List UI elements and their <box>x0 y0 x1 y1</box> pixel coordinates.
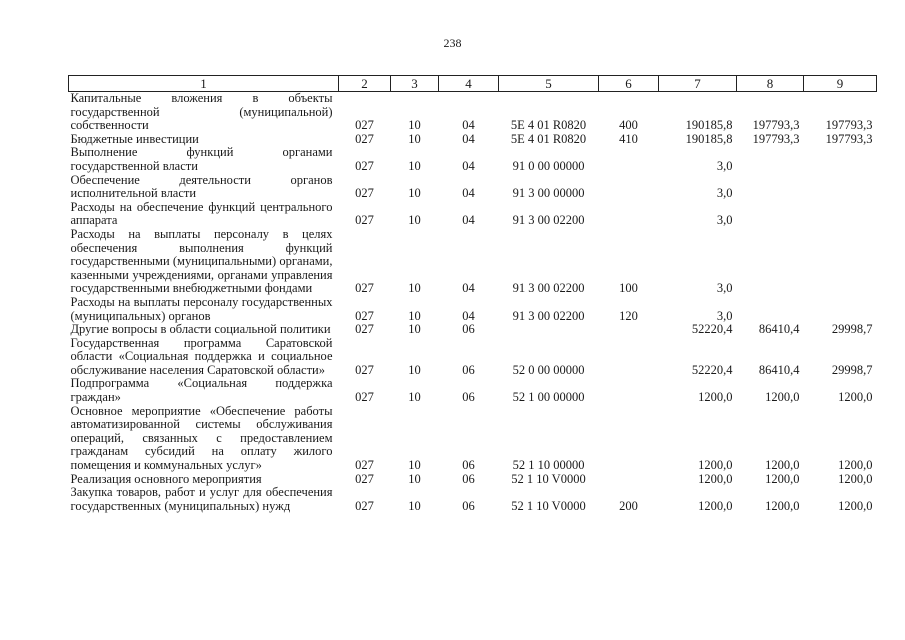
section-code: 10 <box>408 131 421 146</box>
column-header-9: 9 <box>804 76 877 92</box>
section-code: 10 <box>408 390 421 405</box>
row-name: Капитальные вложения в объекты государственной (муниципальной) собственности <box>70 91 333 133</box>
section-code: 10 <box>408 281 421 296</box>
subsection-code: 04 <box>462 308 475 323</box>
admin-code: 027 <box>355 362 374 377</box>
amount-col-7: 190185,8 <box>685 118 733 133</box>
amount-col-8 <box>737 201 804 228</box>
expense-type-code <box>599 174 659 201</box>
expense-type-code <box>599 337 659 378</box>
amount-col-9: 1200,0 <box>838 498 873 513</box>
amount-col-9: 197793,3 <box>825 131 873 146</box>
row-name: Государственная программа Саратовской области «Социальная поддержка и социальное обслуживание населения Саратовской области» <box>70 335 333 377</box>
subsection-code: 06 <box>462 322 475 337</box>
target-article-code: 52 0 00 00000 <box>512 362 585 377</box>
column-header-3: 3 <box>391 76 439 92</box>
target-article-code: 91 3 00 02200 <box>512 281 585 296</box>
subsection-code: 04 <box>462 158 475 173</box>
amount-col-9 <box>804 174 877 201</box>
table-row <box>69 486 877 513</box>
amount-col-8: 197793,3 <box>752 118 800 133</box>
row-name: Расходы на выплаты персоналу государственных (муниципальных) органов <box>70 294 333 323</box>
row-name: Реализация основного мероприятия <box>70 471 262 486</box>
target-article-code: 91 3 00 02200 <box>512 308 585 323</box>
target-article-code: 91 0 00 00000 <box>512 158 585 173</box>
amount-col-7: 1200,0 <box>698 390 733 405</box>
amount-col-8: 1200,0 <box>765 498 800 513</box>
expense-type-code: 410 <box>619 131 638 146</box>
amount-col-7: 3,0 <box>716 186 733 201</box>
row-name: Другие вопросы в области социальной политики <box>70 322 331 337</box>
table-row <box>69 201 877 228</box>
table-row <box>69 337 877 378</box>
subsection-code: 06 <box>462 471 475 486</box>
admin-code: 027 <box>355 281 374 296</box>
expense-type-code: 100 <box>619 281 638 296</box>
column-header-6: 6 <box>599 76 659 92</box>
amount-col-9: 1200,0 <box>838 390 873 405</box>
table-row <box>69 405 877 473</box>
page-number: 238 <box>443 36 462 50</box>
expense-type-code: 120 <box>619 308 638 323</box>
row-name: Расходы на выплаты персоналу в целях обеспечения выполнения функций государственными (муниципальными) органами, казенными учреждениями, органами управления государственными внебюджетными фондами <box>70 226 333 296</box>
admin-code: 027 <box>355 131 374 146</box>
table-row <box>69 377 877 404</box>
amount-col-8 <box>737 228 804 296</box>
row-name: Обеспечение деятельности органов исполнительной власти <box>70 172 333 201</box>
target-article-code: 91 3 00 02200 <box>512 213 585 228</box>
column-header-1: 1 <box>69 76 339 92</box>
expense-type-code: 200 <box>619 498 638 513</box>
amount-col-7: 52220,4 <box>691 322 733 337</box>
section-code: 10 <box>408 322 421 337</box>
subsection-code: 04 <box>462 118 475 133</box>
target-article-code: 5Е 4 01 R0820 <box>510 131 587 146</box>
budget-table <box>68 75 877 513</box>
amount-col-9 <box>804 296 877 323</box>
amount-col-9: 1200,0 <box>838 471 873 486</box>
row-name: Расходы на обеспечение функций центрального аппарата <box>70 199 333 228</box>
table-row <box>69 473 877 487</box>
expense-type-code <box>599 473 659 487</box>
amount-col-8 <box>737 174 804 201</box>
expense-type-code <box>599 377 659 404</box>
subsection-code: 06 <box>462 458 475 473</box>
target-article-code: 52 1 00 00000 <box>512 390 585 405</box>
admin-code: 027 <box>355 390 374 405</box>
target-article-code: 52 1 10 V0000 <box>511 498 586 513</box>
admin-code: 027 <box>355 186 374 201</box>
subsection-code: 06 <box>462 390 475 405</box>
row-name: Подпрограмма «Социальная поддержка граждан» <box>70 376 333 405</box>
amount-col-9 <box>804 228 877 296</box>
row-name: Основное мероприятие «Обеспечение работы автоматизированной системы обслуживания операций, связанных с предоставлением гражданам субсидий на оплату жилого помещения и коммунальных услуг» <box>70 403 333 473</box>
section-code: 10 <box>408 186 421 201</box>
amount-col-7: 1200,0 <box>698 498 733 513</box>
admin-code: 027 <box>355 498 374 513</box>
amount-col-7: 3,0 <box>716 281 733 296</box>
section-code: 10 <box>408 498 421 513</box>
table-row <box>69 323 877 337</box>
section-code: 10 <box>408 362 421 377</box>
section-code: 10 <box>408 458 421 473</box>
subsection-code: 06 <box>462 498 475 513</box>
amount-col-9 <box>804 201 877 228</box>
amount-col-9: 1200,0 <box>838 458 873 473</box>
table-row <box>69 146 877 173</box>
table-row <box>69 92 877 133</box>
admin-code: 027 <box>355 118 374 133</box>
amount-col-8: 1200,0 <box>765 390 800 405</box>
amount-col-8 <box>737 296 804 323</box>
amount-col-7: 1200,0 <box>698 471 733 486</box>
admin-code: 027 <box>355 471 374 486</box>
subsection-code: 04 <box>462 131 475 146</box>
expense-type-code <box>599 323 659 337</box>
expense-type-code: 400 <box>619 118 638 133</box>
amount-col-7: 1200,0 <box>698 458 733 473</box>
amount-col-9: 197793,3 <box>825 118 873 133</box>
table-row <box>69 296 877 323</box>
admin-code: 027 <box>355 308 374 323</box>
amount-col-7: 52220,4 <box>691 362 733 377</box>
amount-col-9 <box>804 146 877 173</box>
table-row <box>69 133 877 147</box>
expense-type-code <box>599 201 659 228</box>
target-article-code: 5Е 4 01 R0820 <box>510 118 587 133</box>
amount-col-7: 3,0 <box>716 213 733 228</box>
admin-code: 027 <box>355 158 374 173</box>
admin-code: 027 <box>355 213 374 228</box>
target-article-code: 91 3 00 00000 <box>512 186 585 201</box>
amount-col-8: 86410,4 <box>758 322 800 337</box>
target-article-code <box>499 323 599 337</box>
target-article-code: 52 1 10 V0000 <box>511 471 586 486</box>
amount-col-8: 1200,0 <box>765 471 800 486</box>
admin-code: 027 <box>355 322 374 337</box>
amount-col-7: 3,0 <box>716 158 733 173</box>
amount-col-7: 190185,8 <box>685 131 733 146</box>
column-header-4: 4 <box>439 76 499 92</box>
section-code: 10 <box>408 158 421 173</box>
row-name: Выполнение функций органами государственной власти <box>70 145 333 173</box>
column-header-7: 7 <box>659 76 737 92</box>
row-name: Бюджетные инвестиции <box>70 131 199 146</box>
header-row <box>69 76 877 92</box>
column-header-2: 2 <box>339 76 391 92</box>
amount-col-9: 29998,7 <box>831 362 873 377</box>
subsection-code: 04 <box>462 281 475 296</box>
section-code: 10 <box>408 471 421 486</box>
expense-type-code <box>599 146 659 173</box>
table-row <box>69 174 877 201</box>
expense-type-code <box>599 405 659 473</box>
amount-col-8: 1200,0 <box>765 458 800 473</box>
section-code: 10 <box>408 118 421 133</box>
table-row <box>69 228 877 296</box>
amount-col-8 <box>737 146 804 173</box>
row-name: Закупка товаров, работ и услуг для обеспечения государственных (муниципальных) нужд <box>70 485 333 513</box>
amount-col-8: 86410,4 <box>758 362 800 377</box>
amount-col-7: 3,0 <box>716 308 733 323</box>
amount-col-9: 29998,7 <box>831 322 873 337</box>
section-code: 10 <box>408 213 421 228</box>
subsection-code: 04 <box>462 186 475 201</box>
column-header-5: 5 <box>499 76 599 92</box>
section-code: 10 <box>408 308 421 323</box>
admin-code: 027 <box>355 458 374 473</box>
subsection-code: 06 <box>462 362 475 377</box>
subsection-code: 04 <box>462 213 475 228</box>
target-article-code: 52 1 10 00000 <box>512 458 585 473</box>
column-header-8: 8 <box>737 76 804 92</box>
amount-col-8: 197793,3 <box>752 131 800 146</box>
